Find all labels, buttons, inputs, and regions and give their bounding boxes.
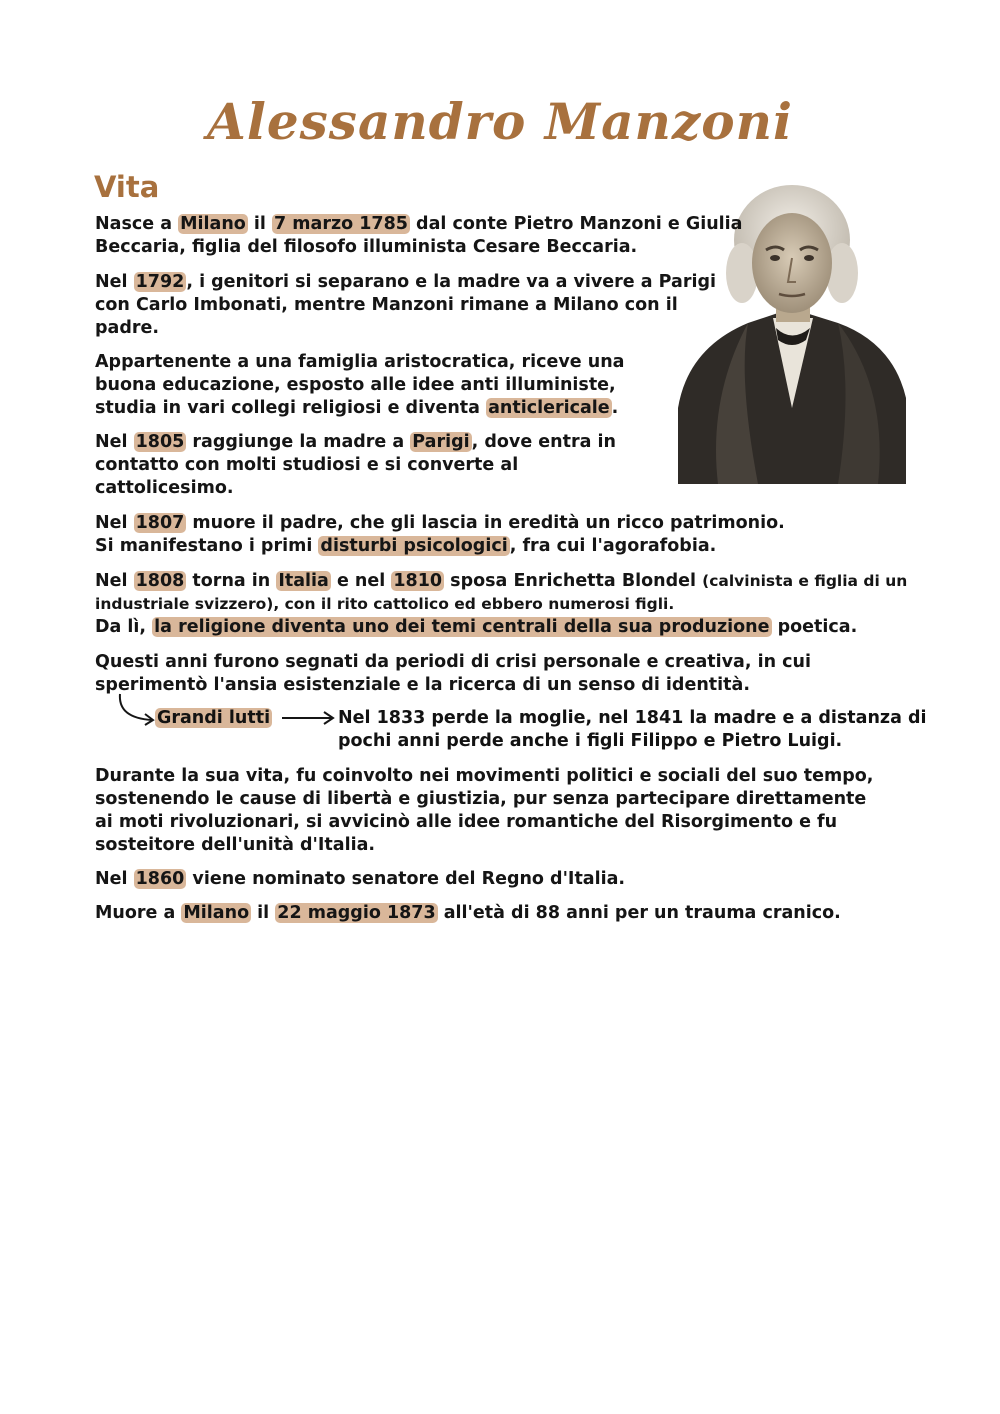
paragraph-1807 <box>95 512 785 558</box>
text-line: sostenendo le cause di libertà e giustizia, pur senza partecipare direttamente <box>95 789 867 809</box>
text-line: Beccaria, figlia del filosofo illuminista Cesare Beccaria. <box>95 237 638 257</box>
highlight-anticlericale: anticlericale <box>488 398 610 418</box>
paragraph-1808 <box>95 570 907 639</box>
text: , fra cui l'agorafobia. <box>509 536 717 556</box>
text: (calvinista e figlia di un <box>702 572 908 590</box>
paragraph-death <box>95 902 841 925</box>
highlight-milano-death: Milano <box>183 903 250 923</box>
text: studia in vari collegi religiosi e diventa <box>95 398 487 418</box>
grandi-lutti-label <box>155 707 272 730</box>
text-line: ai moti rivoluzionari, si avvicinò alle idee romantiche del Risorgimento e fu <box>95 812 838 832</box>
highlight-disturbi: disturbi psicologici <box>320 536 508 556</box>
text: dal conte Pietro Manzoni e Giulia <box>409 214 743 234</box>
text-line: Durante la sua vita, fu coinvolto nei movimenti politici e sociali del suo tempo, <box>95 766 874 786</box>
text-line: industriale svizzero), con il rito cattolico ed ebbero numerosi figli. <box>95 595 675 613</box>
highlight-religione: la religione diventa uno dei temi centrali della sua produzione <box>154 617 770 637</box>
text: , dove entra in <box>471 432 616 452</box>
text: , i genitori si separano e la madre va a vivere a Parigi <box>186 272 716 292</box>
text-line: Appartenente a una famiglia aristocratica, riceve una <box>95 352 625 372</box>
text-line: cattolicesimo. <box>95 478 234 498</box>
section-title-vita: Vita <box>94 170 160 204</box>
text: e nel <box>330 571 392 591</box>
text: raggiunge la madre a <box>186 432 411 452</box>
text-line: con Carlo Imbonati, mentre Manzoni rimane a Milano con il <box>95 295 678 315</box>
highlight-1805: 1805 <box>135 432 185 452</box>
highlight-milano: Milano <box>180 214 246 234</box>
paragraph-politica <box>95 765 873 857</box>
highlight-parigi: Parigi <box>412 432 470 452</box>
text: Muore a <box>95 903 182 923</box>
text-line: padre. <box>95 318 160 338</box>
text: all'età di 88 anni per un trauma cranico. <box>437 903 841 923</box>
arrow-right-icon <box>280 708 338 728</box>
highlight-1792: 1792 <box>135 272 185 292</box>
highlight-birth-date: 7 marzo 1785 <box>274 214 408 234</box>
paragraph-1805 <box>95 431 616 500</box>
text: . <box>611 398 619 418</box>
highlight-grandi-lutti: Grandi lutti <box>157 708 271 728</box>
text: il <box>251 903 276 923</box>
highlight-1810: 1810 <box>393 571 443 591</box>
text: il <box>247 214 272 234</box>
highlight-italia: Italia <box>278 571 329 591</box>
text: Si manifestano i primi <box>95 536 319 556</box>
page-title: Alessandro Manzoni <box>207 92 793 151</box>
highlight-1860: 1860 <box>135 869 185 889</box>
text: sposa Enrichetta Blondel <box>444 571 703 591</box>
text: Nel <box>95 513 134 533</box>
text-line: pochi anni perde anche i figli Filippo e Pietro Luigi. <box>338 731 843 751</box>
paragraph-crisi <box>95 651 811 697</box>
text-line: Questi anni furono segnati da periodi di crisi personale e creativa, in cui <box>95 652 811 672</box>
lutti-details <box>338 707 927 753</box>
paragraph-education <box>95 351 625 420</box>
text: Nel <box>95 869 134 889</box>
text-line: Nel 1833 perde la moglie, nel 1841 la madre e a distanza di <box>338 708 927 728</box>
paragraph-1860 <box>95 868 625 891</box>
text-line: sperimentò l'ansia esistenziale e la ricerca di un senso di identità. <box>95 675 750 695</box>
highlight-1808: 1808 <box>135 571 185 591</box>
highlight-1807: 1807 <box>135 513 185 533</box>
text: Nel <box>95 432 134 452</box>
text: Nel <box>95 272 134 292</box>
text: poetica. <box>771 617 858 637</box>
paragraph-birth <box>95 213 743 259</box>
text-line: buona educazione, esposto alle idee anti illuministe, <box>95 375 616 395</box>
text: viene nominato senatore del Regno d'Italia. <box>186 869 626 889</box>
text-line: contatto con molti studiosi e si converte al <box>95 455 519 475</box>
highlight-death-date: 22 maggio 1873 <box>277 903 436 923</box>
text-line: sosteitore dell'unità d'Italia. <box>95 835 376 855</box>
text: Nasce a <box>95 214 179 234</box>
text: Da lì, <box>95 617 153 637</box>
text: muore il padre, che gli lascia in eredità un ricco patrimonio. <box>186 513 785 533</box>
text: torna in <box>186 571 277 591</box>
text: Nel <box>95 571 134 591</box>
paragraph-1792 <box>95 271 716 340</box>
